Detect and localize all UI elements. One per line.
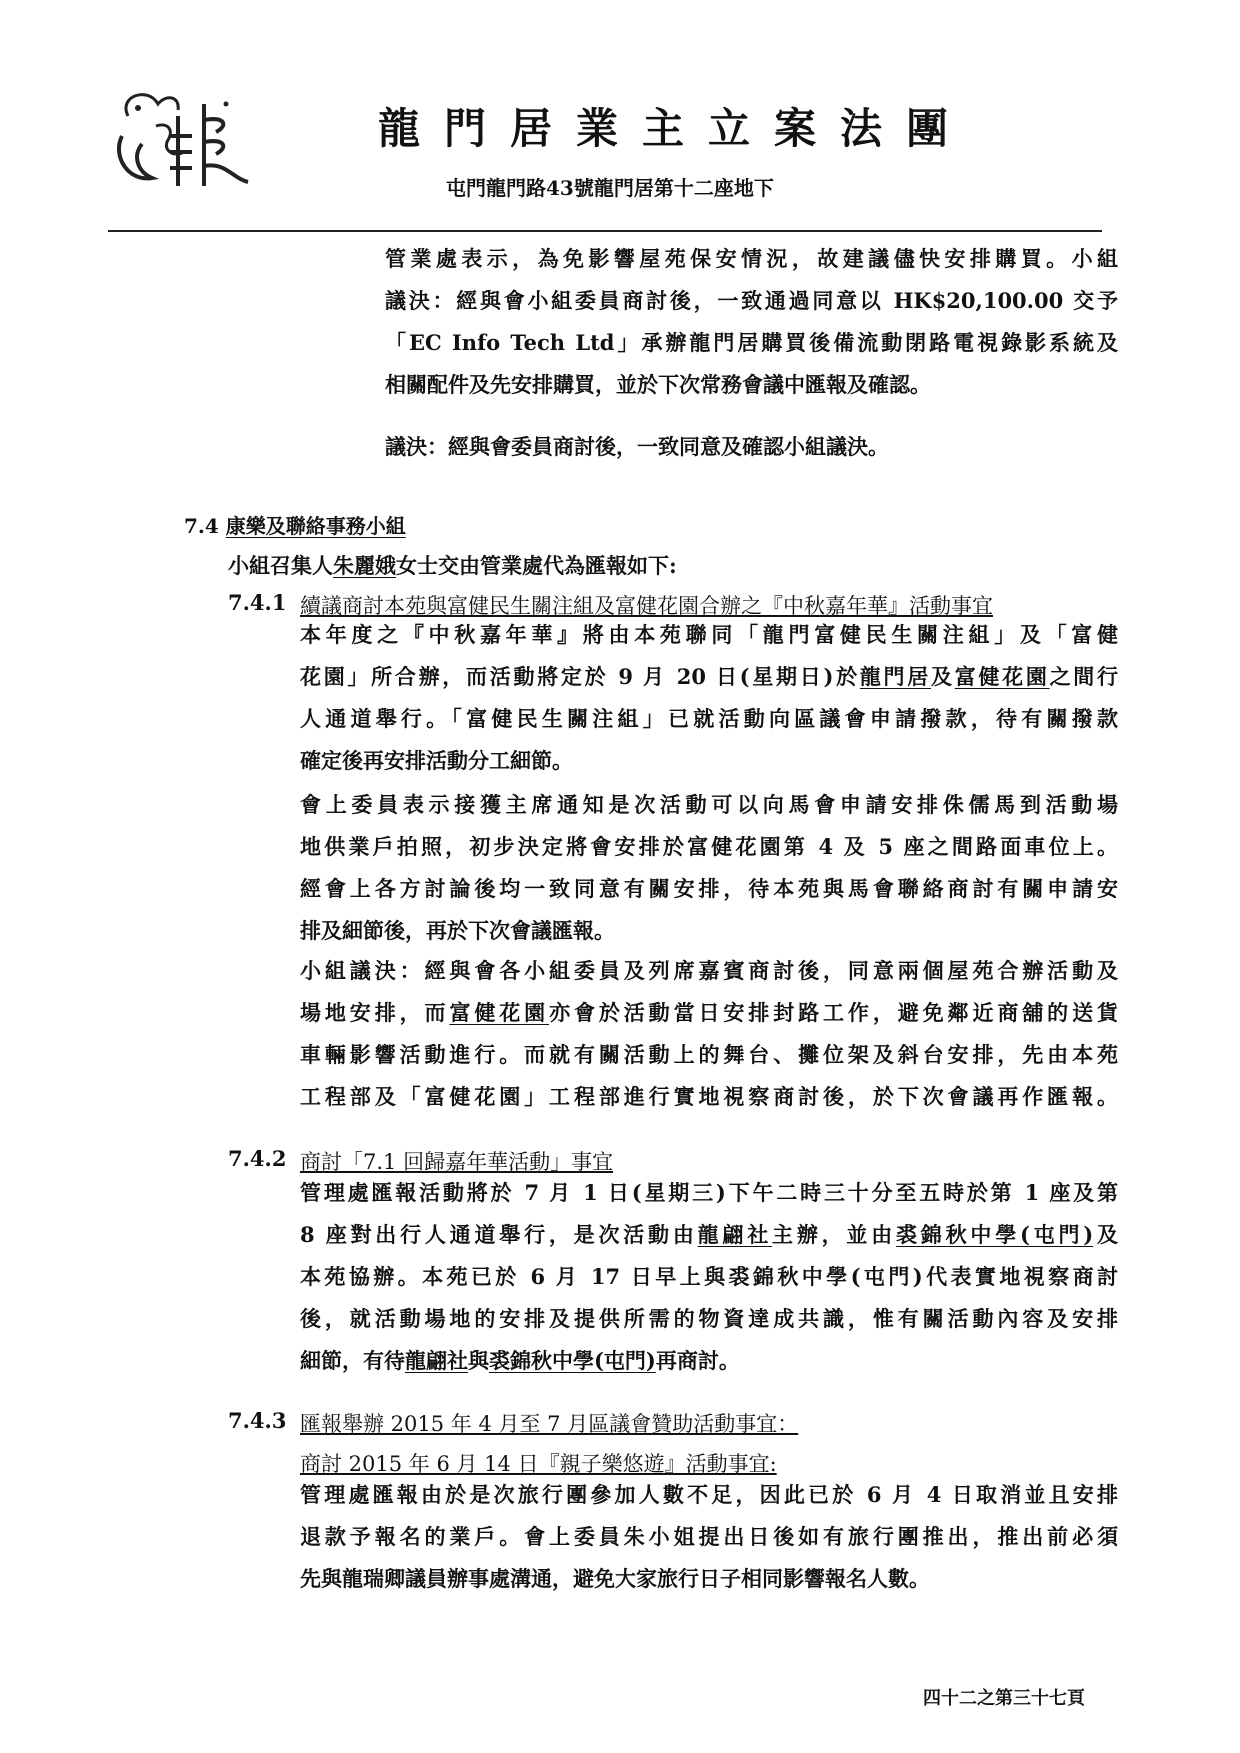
item-title: 續議商討本苑與富健民生關注組及富健花園合辦之『中秋嘉年華』活動事宜 (300, 594, 993, 618)
continuation-line: 議決：經與會小組委員商討後，一致通過同意以 HK$20,100.00 交予 (385, 288, 1118, 313)
dragon-logo-icon (108, 86, 268, 196)
resolution-text: 議決：經與會委員商討後，一致同意及確認小組議決。 (385, 434, 889, 459)
org-name: 龍門居業主立案法團 (378, 104, 973, 153)
section-title: 康樂及聯絡事務小組 (225, 514, 406, 538)
item-subtitle: 商討 2015 年 6 月 14 日『親子樂悠遊』活動事宜: (300, 1452, 777, 1476)
resolution-paragraph (385, 426, 1118, 468)
header-divider (108, 230, 1102, 232)
item-number: 7.4.2 (228, 1146, 287, 1171)
item-title: 匯報舉辦 2015 年 4 月至 7 月區議會贊助活動事宜： (300, 1412, 799, 1436)
item-number: 7.4.3 (228, 1408, 287, 1433)
section-heading (184, 510, 406, 539)
item-paragraph: 小組議決：經與會各小組委員及列席嘉賓商討後，同意兩個屋苑合辦活動及 場地安排，而富健花園亦會於活動當日安排封路工作，避免鄰近商舖的送貨 車輛影響活動進行。而就有關活動上的舞台、攤位架及斜台安排，先由本苑 工程部及「富健花園」工程部進行實地視察商討後，於下次會議再作匯報。 (300, 958, 1118, 1109)
item-paragraph: 管理處匯報由於是次旅行團參加人數不足，因此已於 6 月 4 日取消並且安排 退款予報名的業戶。會上委員朱小姐提出日後如有旅行團推出，推出前必須 先與龍瑞卿議員辦事處溝通，避免大家旅行日子相同影響報名人數。 (300, 1482, 1118, 1591)
page-number: 四十二之第三十七頁 (923, 1688, 1085, 1709)
item-paragraph: 管理處匯報活動將於 7 月 1 日(星期三)下午二時三十分至五時於第 1 座及第 8 座對出行人通道舉行，是次活動由龍翩社主辦，並由裘錦秋中學(屯門)及 本苑協辦。本苑已於 6 月 17 日早上與裘錦秋中學(屯門)代表實地視察商討 後，就活動場地的安排及提供所需的物資達成共識，惟有關活動內容及安排 細節，有待龍翩社與裘錦秋中學(屯門)再商討。 (300, 1180, 1119, 1373)
section-intro: 小組召集人朱麗娥女士交由管業處代為匯報如下: (228, 553, 677, 578)
item-title: 商討「7.1 回歸嘉年華活動」事宜 (300, 1150, 614, 1174)
continuation-line: 管業處表示，為免影響屋苑保安情況，故建議儘快安排購買。小組 (385, 246, 1118, 271)
continuation-paragraph (385, 238, 1118, 406)
continuation-line: 「EC Info Tech Ltd」承辦龍門居購買後備流動閉路電視錄影系統及 (385, 330, 1118, 355)
org-address: 屯門龍門路43號龍門居第十二座地下 (446, 176, 774, 200)
item-paragraph: 會上委員表示接獲主席通知是次活動可以向馬會申請安排侏儒馬到活動場 地供業戶拍照，初步決定將會安排於富健花園第 4 及 5 座之間路面車位上。 經會上各方討論後均一致同意有關安排，待本苑與馬會聯絡商討有關申請安 排及細節後，再於下次會議匯報。 (300, 792, 1118, 943)
item-number: 7.4.1 (228, 590, 287, 615)
convenor-name: 朱麗娥 (333, 553, 396, 578)
item-paragraph: 本年度之『中秋嘉年華』將由本苑聯同「龍門富健民生關注組」及「富健 花園」所合辦，而活動將定於 9 月 20 日(星期日)於龍門居及富健花園之間行 人通道舉行。「富健民生關注組」已就活動向區議會申請撥款，待有關撥款 確定後再安排活動分工細節。 (300, 622, 1119, 773)
section-number: 7.4 (184, 514, 219, 538)
continuation-line: 相關配件及先安排購買，並於下次常務會議中匯報及確認。 (385, 372, 931, 397)
